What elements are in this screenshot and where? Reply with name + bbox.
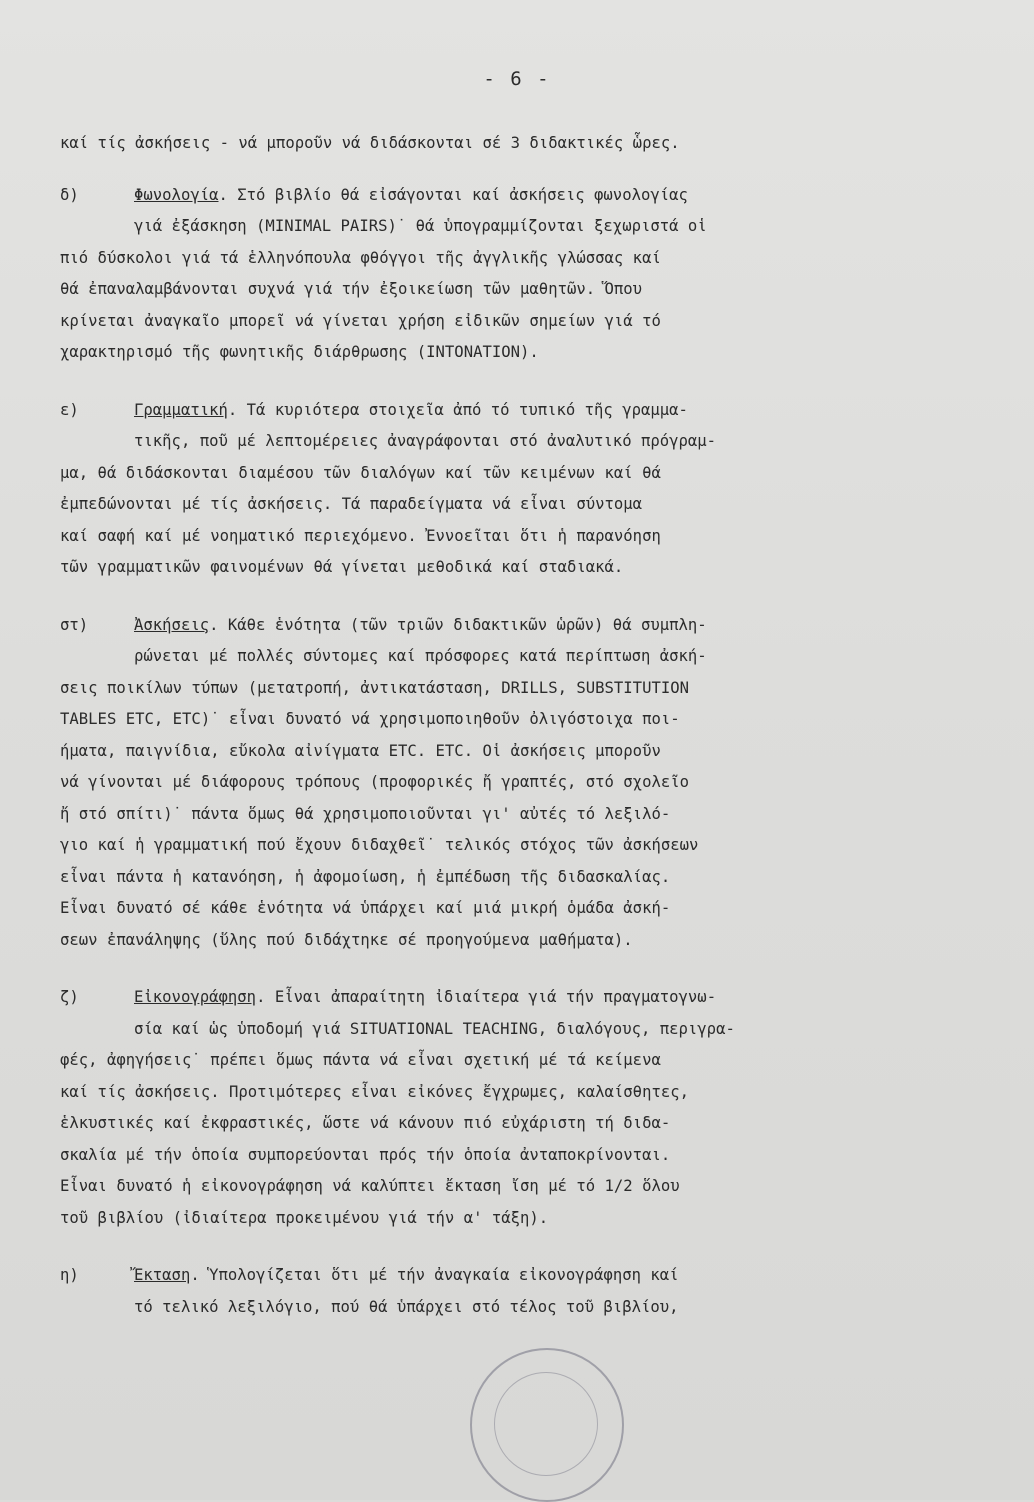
section-heading: Φωνολογία	[134, 185, 219, 204]
section-heading: Ἀσκήσεις	[134, 615, 210, 634]
text-line: σεις ποικίλων τύπων (μετατροπή, ἀντικατάσταση, DRILLS, SUBSTITUTION	[60, 678, 690, 697]
ink-stamp-seal	[470, 1348, 624, 1502]
section-heading: Γραμματική	[134, 400, 228, 419]
section-first-line: . Κάθε ἑνότητα (τῶν τριῶν διδακτικῶν ὡρῶν) θά συμπλη-	[209, 615, 707, 634]
section-head	[60, 1260, 1010, 1292]
section-marker: ε)	[60, 400, 79, 419]
text-line: Εἶναι δυνατό ἡ εἰκονογράφηση νά καλύπτει ἔκταση ἴση μέ τό 1/2 ὅλου	[60, 1177, 680, 1195]
section-heading: Εἰκονογράφηση	[134, 988, 257, 1006]
text-line: θά ἐπαναλαμβάνονται συχνά γιά τήν ἐξοικείωση τῶν μαθητῶν. Ὅπου	[60, 280, 643, 298]
section-head	[60, 180, 1010, 212]
section-first-line: . Στό βιβλίο θά εἰσάγονται καί ἀσκήσεις φωνολογίας	[218, 185, 688, 204]
section-head	[60, 395, 1010, 427]
text-line: τοῦ βιβλίου (ἰδιαίτερα προκειμένου γιά τήν α' τάξη).	[60, 1208, 549, 1227]
section-marker: η)	[60, 1266, 79, 1284]
section-extent	[60, 1260, 1010, 1323]
section-exercises	[60, 610, 1010, 957]
text-line: εἶναι πάντα ἡ κατανόηση, ἡ ἀφομοίωση, ἡ ἐμπέδωση τῆς διδασκαλίας.	[60, 867, 671, 886]
text-line: ρώνεται μέ πολλές σύντομες καί πρόσφορες κατά περίπτωση ἀσκή-	[134, 647, 707, 665]
ink-stamp-inner-ring	[494, 1372, 598, 1476]
document-body	[60, 128, 1010, 1349]
text-line: σκαλία μέ τήν ὁποία συμπορεύονται πρός τήν ὁποία ἀνταποκρίνονται.	[60, 1145, 671, 1164]
section-heading: Ἔκταση	[134, 1266, 191, 1284]
section-head	[60, 610, 1010, 642]
text-line: TABLES ETC, ETC)˙ εἶναι δυνατό νά χρησιμοποιηθοῦν ὀλιγόστοιχα ποι-	[60, 710, 680, 728]
text-line: καί τίς ἀσκήσεις. Προτιμότερες εἶναι εἰκόνες ἔγχρωμες, καλαίσθητες,	[60, 1082, 690, 1101]
text-line: τῶν γραμματικῶν φαινομένων θά γίνεται μεθοδικά καί σταδιακά.	[60, 558, 624, 576]
section-first-line: . Τά κυριότερα στοιχεῖα ἀπό τό τυπικό τῆς γραμμα-	[227, 400, 688, 419]
text-line: τό τελικό λεξιλόγιο, πού θά ὑπάρχει στό τέλος τοῦ βιβλίου,	[134, 1297, 679, 1316]
page-number: - 6 -	[483, 68, 551, 90]
text-line: γιά ἐξάσκηση (MINIMAL PAIRS)˙ θά ὑπογραμμίζονται ξεχωριστά οἱ	[134, 217, 707, 235]
text-line: γιο καί ἡ γραμματική πού ἔχουν διδαχθεῖ˙ τελικός στόχος τῶν ἀσκήσεων	[60, 836, 699, 854]
text-line: μα, θά διδάσκονται διαμέσου τῶν διαλόγων καί τῶν κειμένων καί θά	[60, 463, 661, 482]
section-marker: στ)	[60, 615, 89, 634]
text-line: καί σαφή καί μέ νοηματικό περιεχόμενο. Ἐννοεῖται ὅτι ἡ παρανόηση	[60, 526, 661, 545]
section-marker: δ)	[60, 185, 79, 204]
section-marker: ζ)	[60, 988, 79, 1006]
section-grammar	[60, 395, 1010, 584]
continuation-line: καί τίς ἀσκήσεις - νά μποροῦν νά διδάσκονται σέ 3 διδακτικές ὧρες.	[60, 134, 680, 152]
text-line: Εἶναι δυνατό σέ κάθε ἑνότητα νά ὑπάρχει καί μιά μικρή ὁμάδα ἀσκή-	[60, 899, 671, 917]
text-line: χαρακτηρισμό τῆς φωνητικῆς διάρθρωσης (INTONATION).	[60, 343, 539, 361]
section-phonology	[60, 180, 1010, 369]
section-first-line: . Ὑπολογίζεται ὅτι μέ τήν ἀναγκαία εἰκονογράφηση καί	[190, 1266, 679, 1284]
text-line: ἑλκυστικές καί ἐκφραστικές, ὥστε νά κάνουν πιό εὐχάριστη τή διδα-	[60, 1114, 671, 1132]
text-line: νά γίνονται μέ διάφορους τρόπους (προφορικές ἤ γραπτές, στό σχολεῖο	[60, 773, 690, 791]
text-line: ήματα, παιγνίδια, εὔκολα αἰνίγματα ETC. ETC. Οἱ ἀσκήσεις μποροῦν	[60, 741, 661, 760]
section-head	[60, 982, 1010, 1014]
text-line: κρίνεται ἀναγκαῖο μπορεῖ νά γίνεται χρήση εἰδικῶν σημείων γιά τό	[60, 311, 661, 330]
section-illustration	[60, 982, 1010, 1234]
text-line: πιό δύσκολοι γιά τά ἑλληνόπουλα φθόγγοι τῆς ἀγγλικῆς γλώσσας καί	[60, 248, 661, 267]
text-line: σία καί ὡς ὑποδομή γιά SITUATIONAL TEACHING, διαλόγους, περιγρα-	[134, 1019, 735, 1038]
text-line: τικῆς, ποῦ μέ λεπτομέρειες ἀναγράφονται στό ἀναλυτικό πρόγραμ-	[134, 432, 717, 450]
text-line: σεων ἐπανάληψης (ὕλης πού διδάχτηκε σέ προηγούμενα μαθήματα).	[60, 930, 633, 949]
text-line: φές, ἀφηγήσεις˙ πρέπει ὅμως πάντα νά εἶναι σχετική μέ τά κείμενα	[60, 1051, 661, 1069]
text-line: ἤ στό σπίτι)˙ πάντα ὅμως θά χρησιμοποιοῦνται γι' αὐτές τό λεξιλό-	[60, 804, 671, 823]
section-first-line: . Εἶναι ἀπαραίτητη ἰδιαίτερα γιά τήν πραγματογνω-	[256, 988, 717, 1006]
text-line: ἐμπεδώνονται μέ τίς ἀσκήσεις. Τά παραδείγματα νά εἶναι σύντομα	[60, 495, 643, 513]
